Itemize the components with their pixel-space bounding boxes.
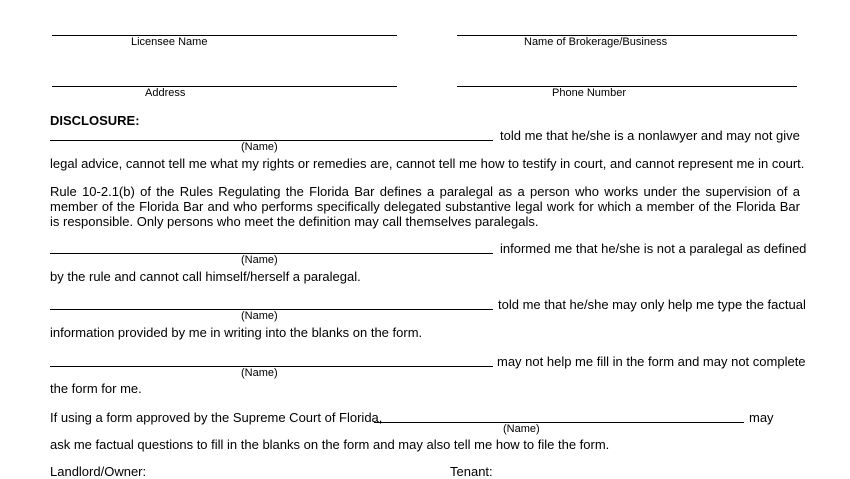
statement-4-text: may not help me fill in the form and may not complete bbox=[497, 354, 806, 369]
rule-paragraph: Rule 10-2.1(b) of the Rules Regulating the Florida Bar defines a paralegal as a person who works under the supervision of a member of the Florida Bar and who performs specifically delegated substantive legal work for which a member of the Florida Bar is responsible. Only persons who meet the definition may call themselves paralegals. bbox=[50, 184, 800, 229]
landlord-owner-label: Landlord/Owner: bbox=[50, 464, 147, 479]
statement-1-continuation: legal advice, cannot tell me what my rights or remedies are, cannot tell me how to testify in court, and cannot represent me in court. bbox=[50, 156, 805, 171]
statement-5-prefix: If using a form approved by the Supreme Court of Florida, bbox=[50, 410, 383, 425]
name-field-5[interactable] bbox=[374, 422, 744, 423]
statement-5-suffix: may bbox=[749, 410, 774, 425]
phone-number-label: Phone Number bbox=[552, 87, 626, 99]
brokerage-name-label: Name of Brokerage/Business bbox=[524, 36, 668, 48]
licensee-name-label: Licensee Name bbox=[131, 36, 208, 48]
address-field[interactable] bbox=[52, 86, 397, 87]
phone-number-field[interactable] bbox=[457, 86, 797, 87]
statement-1-text: told me that he/she is a nonlawyer and may not give bbox=[500, 128, 800, 143]
statement-3-text: told me that he/she may only help me type the factual bbox=[498, 297, 806, 312]
statement-2-continuation: by the rule and cannot call himself/herself a paralegal. bbox=[50, 269, 361, 284]
name-caption-1: (Name) bbox=[241, 141, 278, 153]
name-caption-3: (Name) bbox=[241, 310, 278, 322]
statement-2-text: informed me that he/she is not a paralegal as defined bbox=[500, 241, 807, 256]
statement-5-continuation: ask me factual questions to fill in the blanks on the form and may also tell me how to file the form. bbox=[50, 437, 610, 452]
tenant-label: Tenant: bbox=[450, 464, 493, 479]
name-caption-5: (Name) bbox=[503, 423, 540, 435]
name-caption-4: (Name) bbox=[241, 367, 278, 379]
name-caption-2: (Name) bbox=[241, 254, 278, 266]
licensee-name-field[interactable] bbox=[52, 35, 397, 36]
disclosure-heading: DISCLOSURE: bbox=[50, 113, 140, 128]
address-label: Address bbox=[145, 87, 186, 99]
statement-4-continuation: the form for me. bbox=[50, 381, 142, 396]
statement-3-continuation: information provided by me in writing into the blanks on the form. bbox=[50, 325, 423, 340]
